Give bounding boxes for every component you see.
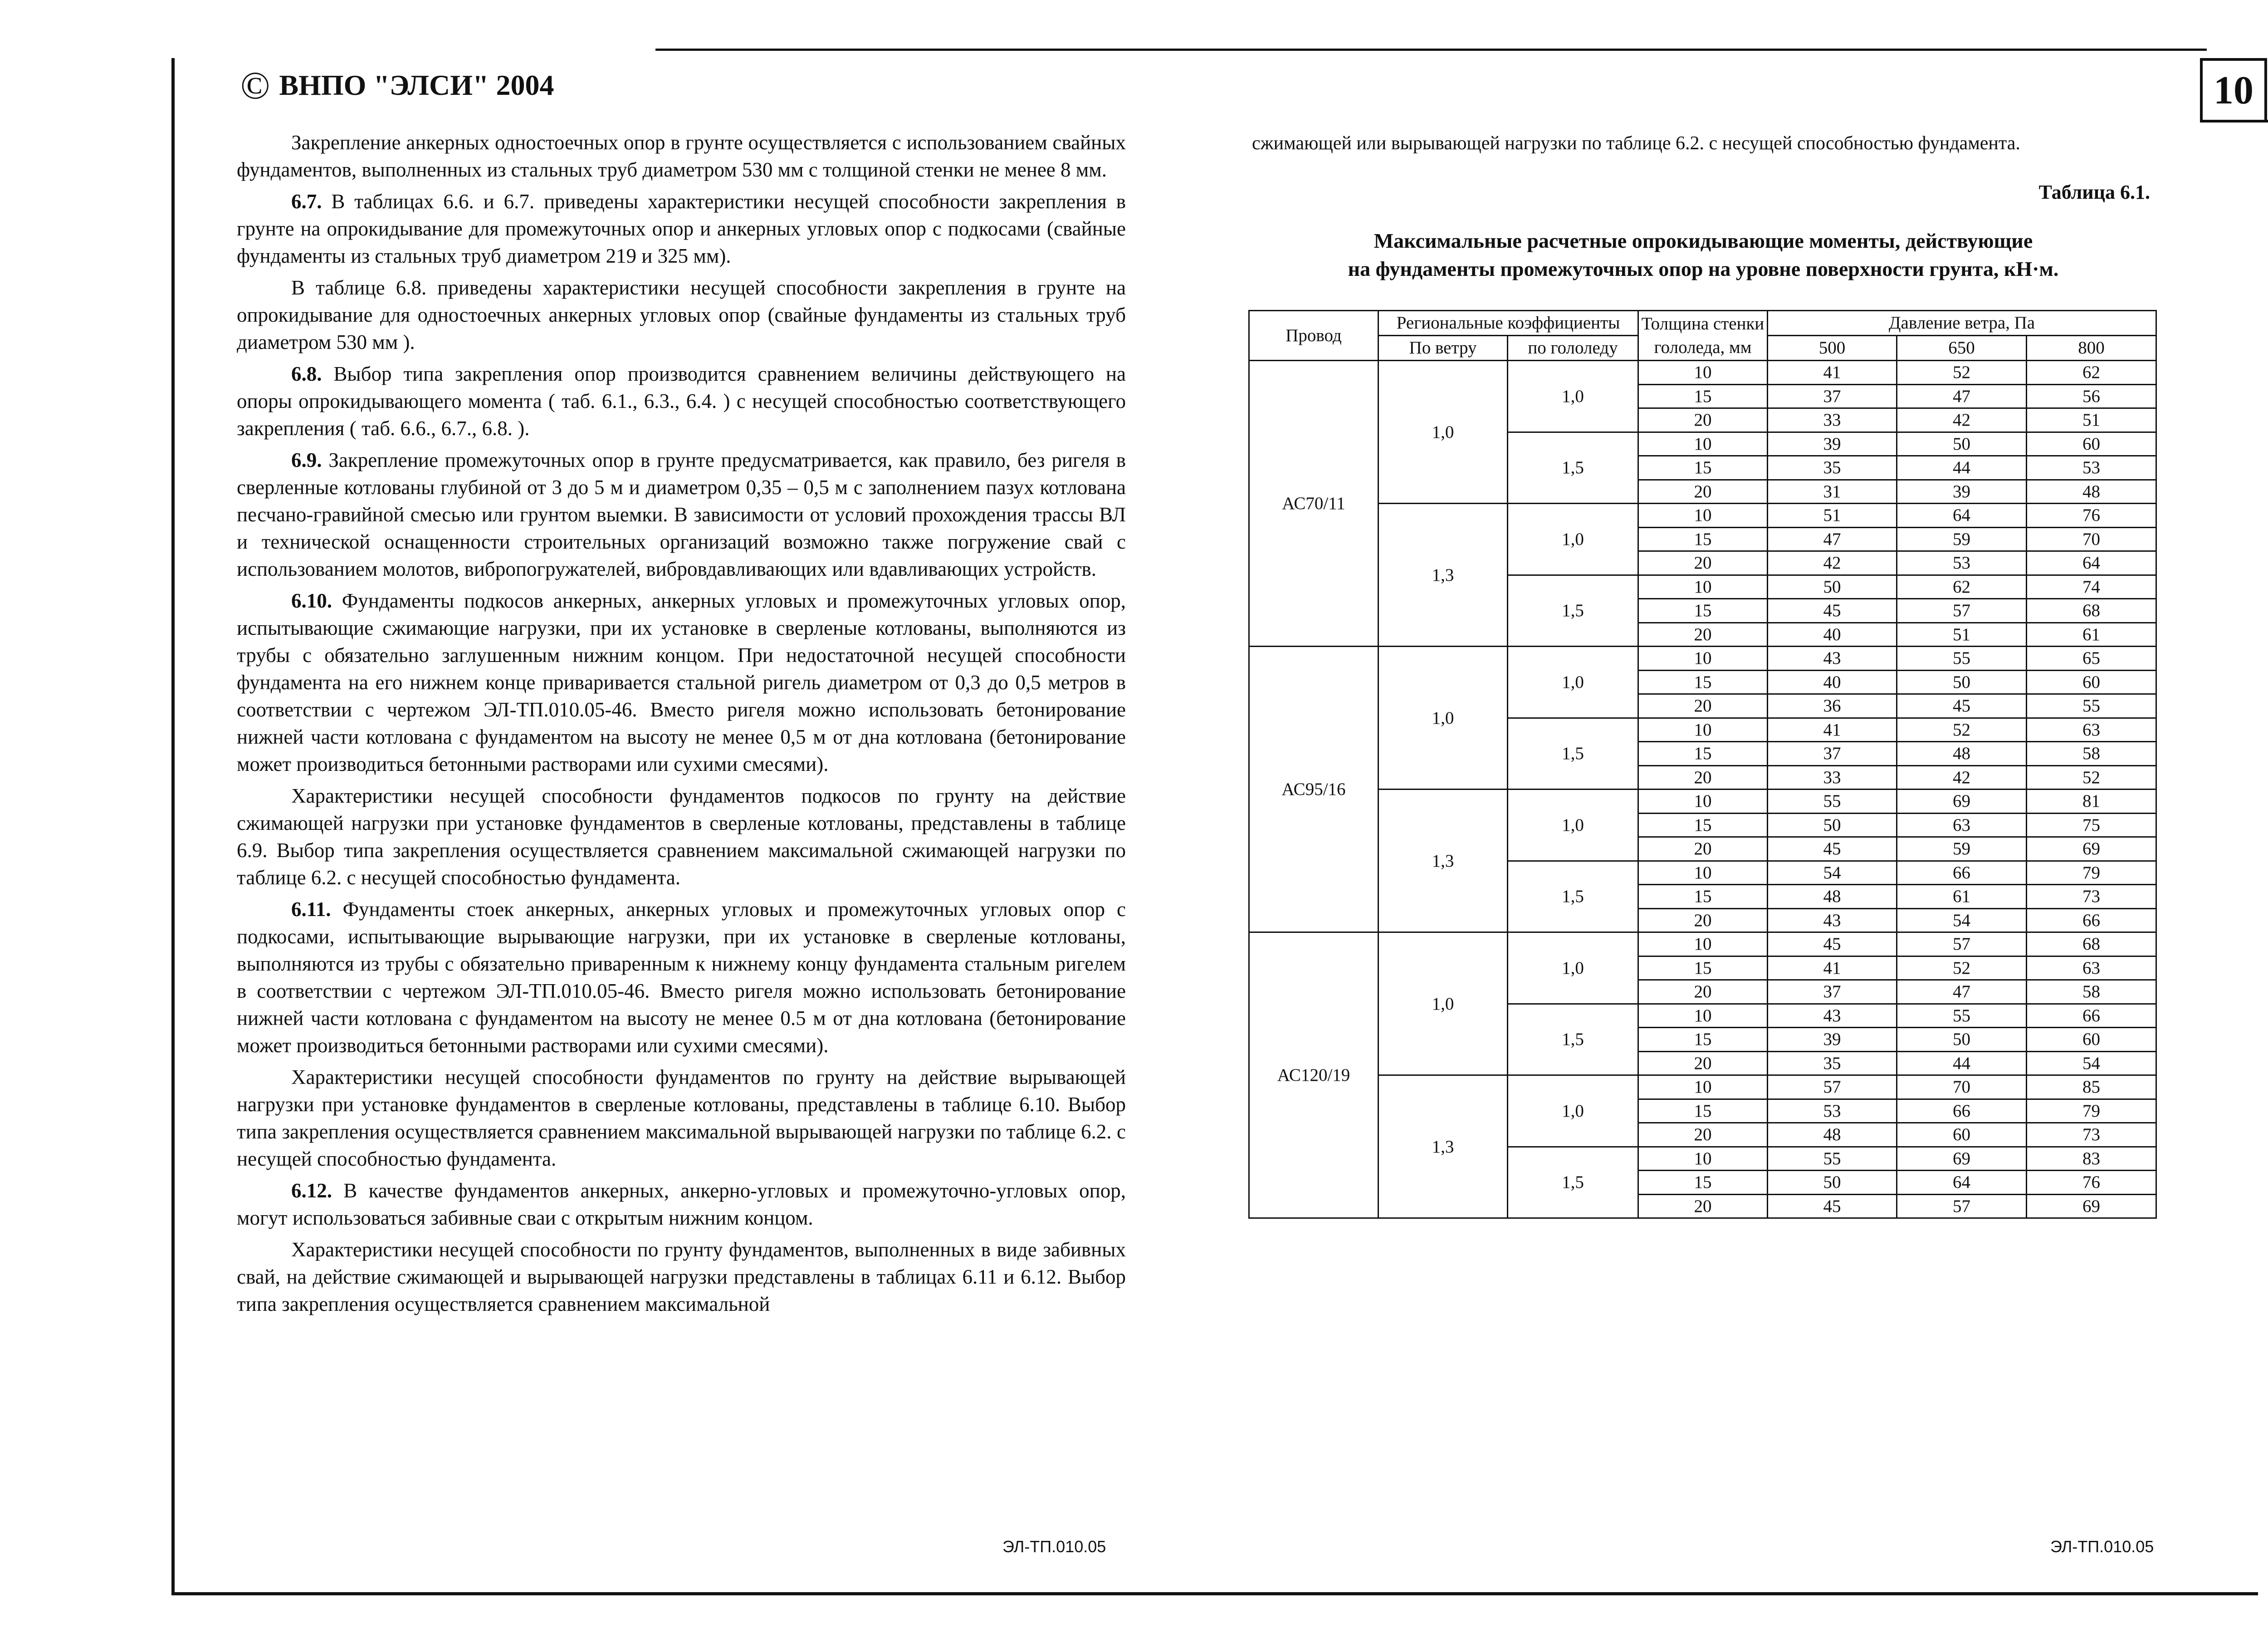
moment-650-cell: 57 <box>1897 932 2027 956</box>
table-title-line: Максимальные расчетные опрокидывающие моменты, действующие <box>1374 229 2033 252</box>
moment-800-cell: 60 <box>2027 1028 2156 1052</box>
moment-650-cell: 55 <box>1897 1004 2027 1028</box>
paragraph: Характеристики несущей способности фундаментов по грунту на действие вырывающей нагрузки при установке фундаментов в сверленые котлованы, представлены в таблице 6.10. Выбор типа закрепления осуществляется сравнением максимальной вырывающей нагрузки по таблице 6.2. с несущей способностью фундамента. <box>237 1066 1126 1170</box>
moment-650-cell: 57 <box>1897 1194 2027 1218</box>
header-pressure-800: 800 <box>2027 336 2156 361</box>
moment-650-cell: 59 <box>1897 527 2027 551</box>
table-row <box>1249 789 2156 814</box>
ice-thickness-cell: 10 <box>1638 1004 1768 1028</box>
ice-coefficient-cell: 1,5 <box>1508 432 1638 504</box>
moment-500-cell: 57 <box>1768 1075 1897 1099</box>
ice-thickness-cell: 15 <box>1638 885 1768 909</box>
footer-doc-code-right: ЭЛ-ТП.010.05 <box>2050 1537 2154 1556</box>
moment-800-cell: 55 <box>2027 694 2156 718</box>
right-column-continuation: сжимающей или вырывающей нагрузки по таблице 6.2. с несущей способностью фундамента. <box>1252 133 2020 154</box>
moment-500-cell: 41 <box>1768 361 1897 385</box>
moment-500-cell: 54 <box>1768 861 1897 885</box>
ice-coefficient-cell: 1,0 <box>1508 1075 1638 1147</box>
moment-500-cell: 39 <box>1768 432 1897 456</box>
wind-coefficient-cell: 1,0 <box>1378 932 1508 1075</box>
moment-650-cell: 69 <box>1897 789 2027 814</box>
moment-650-cell: 42 <box>1897 765 2027 789</box>
ice-thickness-cell: 20 <box>1638 765 1768 789</box>
frame-bottom-line <box>171 1592 2258 1595</box>
ice-coefficient-cell: 1,0 <box>1508 361 1638 432</box>
moment-500-cell: 47 <box>1768 527 1897 551</box>
data-table <box>1248 310 2157 1219</box>
table-row <box>1249 361 2156 385</box>
paragraph-text: Закрепление промежуточных опор в грунте предусматривается, как правило, без ригеля в сверленные котлованы глубиной от 3 до 5 м и диаметром 0,35 – 0,5 м с заполнением пазух котлована песчано-гравийной смесью или грунтом выемки. В зависимости от условий прохождения трассы ВЛ и технической оснащенности строительных организаций возможно также погружение свай с использованием молотов, вибропогружателей, вибровдавливающих или вдавливающих устройств. <box>237 449 1126 580</box>
moment-650-cell: 39 <box>1897 480 2027 504</box>
moment-500-cell: 48 <box>1768 1123 1897 1147</box>
header-pressure-650: 650 <box>1897 336 2027 361</box>
page-number-underline <box>2200 120 2268 123</box>
left-column <box>237 129 1126 1318</box>
moment-800-cell: 56 <box>2027 384 2156 408</box>
moment-500-cell: 37 <box>1768 384 1897 408</box>
ice-coefficient-cell: 1,0 <box>1508 647 1638 718</box>
moment-650-cell: 64 <box>1897 504 2027 528</box>
moment-800-cell: 61 <box>2027 623 2156 647</box>
ice-thickness-cell: 15 <box>1638 1171 1768 1195</box>
moment-650-cell: 59 <box>1897 837 2027 861</box>
moment-500-cell: 33 <box>1768 765 1897 789</box>
paragraph: Закрепление анкерных одностоечных опор в грунте осуществляется с использованием свайных фундаментов, выполненных из стальных труб диаметром 530 мм с толщиной стенки не менее 8 мм. <box>237 131 1126 181</box>
ice-thickness-cell: 10 <box>1638 718 1768 742</box>
moment-800-cell: 73 <box>2027 885 2156 909</box>
moment-800-cell: 54 <box>2027 1051 2156 1075</box>
moment-500-cell: 55 <box>1768 789 1897 814</box>
ice-thickness-cell: 10 <box>1638 932 1768 956</box>
moment-500-cell: 53 <box>1768 1099 1897 1123</box>
paragraph-text: Фундаменты стоек анкерных, анкерных угловых и промежуточных угловых опор с подкосами, испытывающие вырывающие нагрузки, при их установке в сверленые котлованы, выполняются из трубы с обязательно приваренным к нижнему концу фундамента стальным ригелем в соответствии с чертежом ЭЛ-ТП.010.05-46. Вместо ригеля можно использовать бетонирование нижней части котлована с фундаментом на высоту не менее 0.5 м от дна котлована (бетонирование может производиться бетонными растворами или сухими смесями). <box>237 898 1126 1057</box>
ice-thickness-cell: 20 <box>1638 908 1768 932</box>
header-title-text: ВНПО "ЭЛСИ" 2004 <box>279 69 554 101</box>
paragraph <box>237 360 1126 442</box>
moment-800-cell: 76 <box>2027 504 2156 528</box>
moment-650-cell: 60 <box>1897 1123 2027 1147</box>
ice-thickness-cell: 15 <box>1638 813 1768 837</box>
paragraph <box>237 446 1126 583</box>
ice-thickness-cell: 10 <box>1638 1147 1768 1171</box>
paragraph-text: Выбор типа закрепления опор производится сравнением величины действующего на опоры опрокидывающего момента ( таб. 6.1., 6.3., 6.4. ) с несущей способностью соответствующего закрепления ( таб. 6.6., 6.7., 6.8. ). <box>237 363 1126 440</box>
wind-coefficient-cell: 1,3 <box>1378 1075 1508 1218</box>
moment-650-cell: 44 <box>1897 1051 2027 1075</box>
ice-thickness-cell: 15 <box>1638 384 1768 408</box>
ice-thickness-cell: 20 <box>1638 551 1768 575</box>
ice-thickness-cell: 20 <box>1638 694 1768 718</box>
moment-500-cell: 50 <box>1768 575 1897 599</box>
moment-800-cell: 81 <box>2027 789 2156 814</box>
header-ice-thickness: Толщина стенки гололеда, мм <box>1638 311 1768 361</box>
moment-650-cell: 57 <box>1897 599 2027 623</box>
ice-thickness-cell: 20 <box>1638 623 1768 647</box>
moment-800-cell: 85 <box>2027 1075 2156 1099</box>
ice-thickness-cell: 15 <box>1638 1028 1768 1052</box>
moment-800-cell: 58 <box>2027 980 2156 1004</box>
moment-800-cell: 74 <box>2027 575 2156 599</box>
section-number: 6.10. <box>291 589 332 612</box>
frame-top-line <box>655 49 2207 51</box>
moment-650-cell: 70 <box>1897 1075 2027 1099</box>
moment-800-cell: 66 <box>2027 1004 2156 1028</box>
section-number: 6.8. <box>291 363 322 385</box>
moment-800-cell: 60 <box>2027 670 2156 694</box>
moment-650-cell: 52 <box>1897 956 2027 980</box>
ice-thickness-cell: 20 <box>1638 1051 1768 1075</box>
ice-thickness-cell: 20 <box>1638 408 1768 432</box>
moment-650-cell: 47 <box>1897 980 2027 1004</box>
moment-800-cell: 69 <box>2027 1194 2156 1218</box>
moment-800-cell: 68 <box>2027 932 2156 956</box>
moment-500-cell: 37 <box>1768 742 1897 766</box>
moment-500-cell: 43 <box>1768 908 1897 932</box>
moment-800-cell: 53 <box>2027 456 2156 480</box>
moment-800-cell: 75 <box>2027 813 2156 837</box>
ice-thickness-cell: 15 <box>1638 956 1768 980</box>
paragraph <box>237 188 1126 270</box>
header-title <box>240 58 554 113</box>
header-regional-coefficients: Региональные коэффициенты <box>1378 311 1638 336</box>
moment-500-cell: 45 <box>1768 932 1897 956</box>
moment-650-cell: 50 <box>1897 432 2027 456</box>
page-number: 10 <box>2200 58 2267 123</box>
paragraph <box>237 1177 1126 1231</box>
moment-500-cell: 43 <box>1768 1004 1897 1028</box>
moment-650-cell: 66 <box>1897 861 2027 885</box>
moment-650-cell: 52 <box>1897 361 2027 385</box>
ice-coefficient-cell: 1,5 <box>1508 1004 1638 1075</box>
copyright-icon: © <box>240 64 270 107</box>
moment-800-cell: 70 <box>2027 527 2156 551</box>
moment-800-cell: 62 <box>2027 361 2156 385</box>
moment-500-cell: 55 <box>1768 1147 1897 1171</box>
section-number: 6.7. <box>291 190 322 213</box>
moment-800-cell: 52 <box>2027 765 2156 789</box>
moment-500-cell: 40 <box>1768 623 1897 647</box>
ice-thickness-cell: 20 <box>1638 980 1768 1004</box>
wind-coefficient-cell: 1,0 <box>1378 647 1508 789</box>
table-row <box>1249 932 2156 956</box>
moment-800-cell: 48 <box>2027 480 2156 504</box>
moment-500-cell: 33 <box>1768 408 1897 432</box>
ice-coefficient-cell: 1,0 <box>1508 504 1638 575</box>
moment-650-cell: 53 <box>1897 551 2027 575</box>
moment-650-cell: 62 <box>1897 575 2027 599</box>
moment-800-cell: 51 <box>2027 408 2156 432</box>
moment-500-cell: 45 <box>1768 599 1897 623</box>
paragraph-text: В таблицах 6.6. и 6.7. приведены характеристики несущей способности закрепления в грунте на опрокидывание для промежуточных опор и анкерных угловых опор с подкосами (свайные фундаменты из стальных труб диаметром 219 и 325 мм). <box>237 190 1126 267</box>
ice-coefficient-cell: 1,5 <box>1508 575 1638 647</box>
table-row <box>1249 1075 2156 1099</box>
moment-650-cell: 55 <box>1897 647 2027 671</box>
ice-thickness-cell: 15 <box>1638 1099 1768 1123</box>
moment-500-cell: 35 <box>1768 456 1897 480</box>
ice-thickness-cell: 10 <box>1638 504 1768 528</box>
paragraph: Характеристики несущей способности фундаментов подкосов по грунту на действие сжимающей нагрузки при установке фундаментов в сверленые котлованы, представлены в таблице 6.9. Выбор типа закрепления осуществляется сравнением максимальной сжимающей нагрузки по таблице 6.2. с несущей способностью фундамента. <box>237 785 1126 889</box>
wind-coefficient-cell: 1,0 <box>1378 361 1508 504</box>
ice-thickness-cell: 10 <box>1638 789 1768 814</box>
section-number: 6.9. <box>291 449 322 471</box>
moment-650-cell: 66 <box>1897 1099 2027 1123</box>
paragraph-text: Фундаменты подкосов анкерных, анкерных угловых и промежуточных угловых опор, испытывающие сжимающие нагрузки, при их установке в сверленые котлованы, выполняются из трубы с обязательно заглушенным нижним концом. При недостаточной несущей способности фундамента на его нижнем конце привaривается стальной ригель диаметром от 0,3 до 0,5 метров в соответствии с чертежом ЭЛ-ТП.010.05-46. Вместо ригеля можно использовать бетонирование нижней части котлована с фундаментом на высоту не менее 0,5 м от дна котлована (бетонирование может производиться бетонными растворами или сухими смесями). <box>237 589 1126 775</box>
moment-650-cell: 69 <box>1897 1147 2027 1171</box>
moment-800-cell: 58 <box>2027 742 2156 766</box>
wire-cell: АС120/19 <box>1249 932 1378 1218</box>
table-row <box>1249 504 2156 528</box>
ice-coefficient-cell: 1,0 <box>1508 789 1638 861</box>
ice-thickness-cell: 15 <box>1638 670 1768 694</box>
ice-coefficient-cell: 1,5 <box>1508 1147 1638 1218</box>
moment-650-cell: 64 <box>1897 1171 2027 1195</box>
header-by-ice: по гололеду <box>1508 336 1638 361</box>
ice-thickness-cell: 20 <box>1638 1123 1768 1147</box>
moment-800-cell: 79 <box>2027 861 2156 885</box>
moment-650-cell: 50 <box>1897 1028 2027 1052</box>
ice-thickness-cell: 10 <box>1638 1075 1768 1099</box>
moment-800-cell: 79 <box>2027 1099 2156 1123</box>
moment-650-cell: 51 <box>1897 623 2027 647</box>
moment-800-cell: 63 <box>2027 956 2156 980</box>
paragraph: Характеристики несущей способности по грунту фундаментов, выполненных в виде забивных свай, на действие сжимающей и вырывающей нагрузки представлены в таблицах 6.11 и 6.12. Выбор типа закрепления осуществляется сравнением максимальной <box>237 1238 1126 1315</box>
ice-thickness-cell: 20 <box>1638 837 1768 861</box>
wind-coefficient-cell: 1,3 <box>1378 504 1508 647</box>
ice-thickness-cell: 15 <box>1638 527 1768 551</box>
moment-800-cell: 68 <box>2027 599 2156 623</box>
ice-coefficient-cell: 1,0 <box>1508 932 1638 1004</box>
ice-thickness-cell: 20 <box>1638 480 1768 504</box>
moment-500-cell: 41 <box>1768 956 1897 980</box>
moment-650-cell: 48 <box>1897 742 2027 766</box>
table-title-line: на фундаменты промежуточных опор на уровне поверхности грунта, кН·м. <box>1348 257 2059 280</box>
moment-500-cell: 36 <box>1768 694 1897 718</box>
moment-500-cell: 42 <box>1768 551 1897 575</box>
ice-thickness-cell: 20 <box>1638 1194 1768 1218</box>
moment-500-cell: 50 <box>1768 813 1897 837</box>
table-title <box>1261 227 2146 283</box>
ice-thickness-cell: 10 <box>1638 432 1768 456</box>
table-row <box>1249 647 2156 671</box>
moment-500-cell: 48 <box>1768 885 1897 909</box>
moment-800-cell: 60 <box>2027 432 2156 456</box>
moment-800-cell: 63 <box>2027 718 2156 742</box>
header-wire: Провод <box>1249 311 1378 361</box>
moment-500-cell: 37 <box>1768 980 1897 1004</box>
moment-650-cell: 42 <box>1897 408 2027 432</box>
wind-coefficient-cell: 1,3 <box>1378 789 1508 932</box>
header-wind-pressure: Давление ветра, Па <box>1768 311 2156 336</box>
ice-thickness-cell: 15 <box>1638 599 1768 623</box>
moment-500-cell: 35 <box>1768 1051 1897 1075</box>
paragraph-text: В качестве фундаментов анкерных, анкерно-угловых и промежуточно-угловых опор, могут использоваться забивные сваи с открытым нижним концом. <box>237 1179 1126 1229</box>
wire-cell: АС70/11 <box>1249 361 1378 647</box>
moment-650-cell: 44 <box>1897 456 2027 480</box>
moment-800-cell: 73 <box>2027 1123 2156 1147</box>
moment-650-cell: 52 <box>1897 718 2027 742</box>
footer-doc-code-left: ЭЛ-ТП.010.05 <box>1002 1537 1106 1556</box>
moment-500-cell: 31 <box>1768 480 1897 504</box>
wire-cell: АС95/16 <box>1249 647 1378 932</box>
ice-coefficient-cell: 1,5 <box>1508 861 1638 932</box>
moment-800-cell: 83 <box>2027 1147 2156 1171</box>
moment-800-cell: 69 <box>2027 837 2156 861</box>
moment-800-cell: 64 <box>2027 551 2156 575</box>
paragraph <box>237 896 1126 1059</box>
ice-thickness-cell: 15 <box>1638 742 1768 766</box>
paragraph: В таблице 6.8. приведены характеристики несущей способности закрепления в грунте на опрокидывание для одностоечных анкерных угловых опор (свайные фундаменты из стальных труб диаметром 530 мм ). <box>237 276 1126 353</box>
moment-650-cell: 61 <box>1897 885 2027 909</box>
moment-500-cell: 45 <box>1768 837 1897 861</box>
ice-thickness-cell: 15 <box>1638 456 1768 480</box>
moment-500-cell: 39 <box>1768 1028 1897 1052</box>
frame-left-line <box>171 58 175 1595</box>
moment-500-cell: 45 <box>1768 1194 1897 1218</box>
moment-800-cell: 65 <box>2027 647 2156 671</box>
moment-800-cell: 66 <box>2027 908 2156 932</box>
ice-thickness-cell: 10 <box>1638 361 1768 385</box>
ice-thickness-cell: 10 <box>1638 575 1768 599</box>
section-number: 6.11. <box>291 898 331 921</box>
paragraph <box>237 587 1126 778</box>
moment-650-cell: 45 <box>1897 694 2027 718</box>
moment-500-cell: 51 <box>1768 504 1897 528</box>
moment-650-cell: 47 <box>1897 384 2027 408</box>
moment-650-cell: 54 <box>1897 908 2027 932</box>
ice-thickness-cell: 10 <box>1638 861 1768 885</box>
moment-500-cell: 41 <box>1768 718 1897 742</box>
moment-650-cell: 63 <box>1897 813 2027 837</box>
ice-thickness-cell: 10 <box>1638 647 1768 671</box>
header-by-wind: По ветру <box>1378 336 1508 361</box>
moment-800-cell: 76 <box>2027 1171 2156 1195</box>
header-pressure-500: 500 <box>1768 336 1897 361</box>
section-number: 6.12. <box>291 1179 332 1202</box>
moment-500-cell: 43 <box>1768 647 1897 671</box>
table-label: Таблица 6.1. <box>2038 181 2150 203</box>
ice-coefficient-cell: 1,5 <box>1508 718 1638 789</box>
moment-500-cell: 50 <box>1768 1171 1897 1195</box>
moment-650-cell: 50 <box>1897 670 2027 694</box>
moment-500-cell: 40 <box>1768 670 1897 694</box>
